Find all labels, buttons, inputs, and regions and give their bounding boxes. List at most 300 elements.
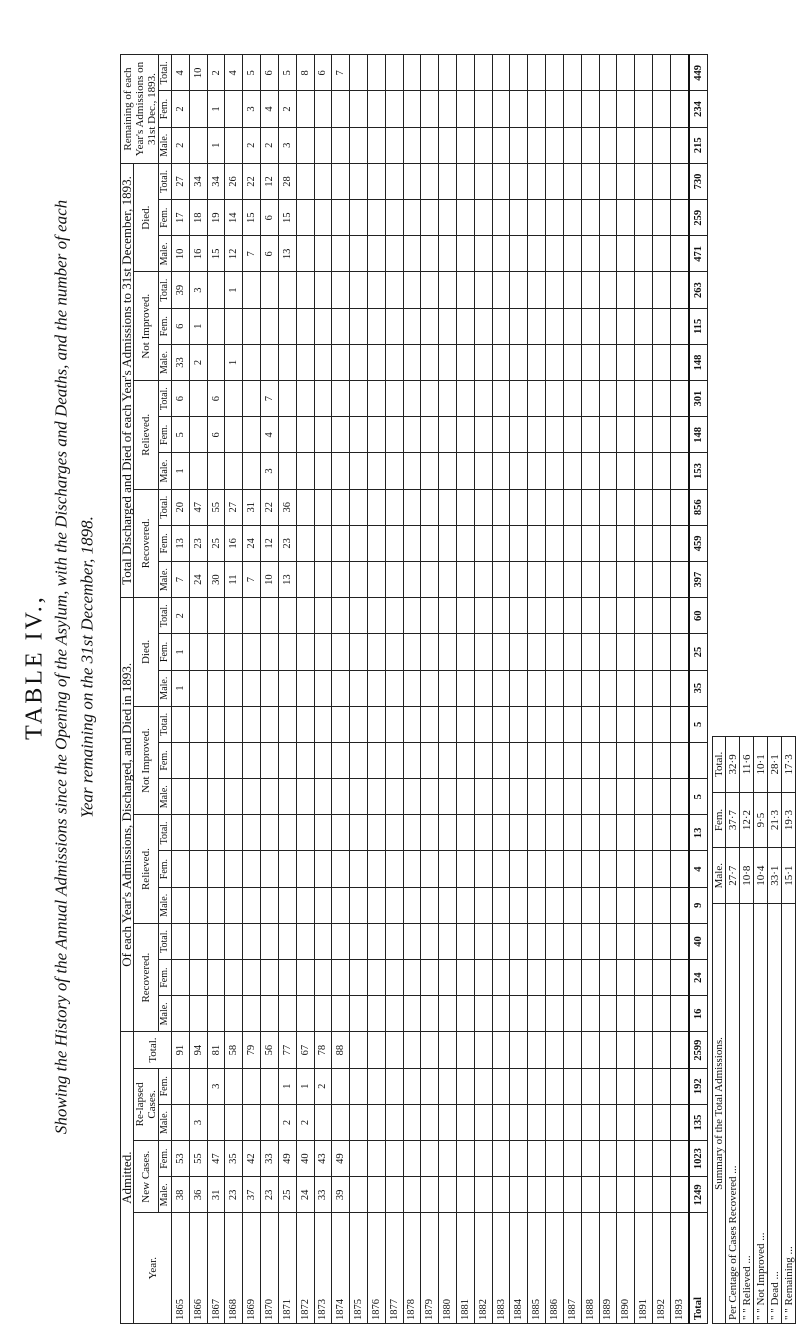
total-cell: 9 (689, 887, 708, 923)
sub-male-header: Male. (159, 670, 172, 706)
data-cell (563, 344, 581, 380)
data-cell: 67 (296, 1032, 314, 1068)
data-cell (350, 344, 368, 380)
total-cell: 856 (689, 489, 708, 525)
data-cell (439, 996, 457, 1032)
data-cell (599, 561, 617, 597)
data-cell (510, 163, 528, 199)
b-not-improved-header: Not Improved. (134, 272, 159, 381)
data-cell (670, 742, 688, 778)
data-cell (457, 453, 475, 489)
data-cell (350, 308, 368, 344)
data-cell (261, 960, 279, 996)
data-cell (367, 634, 385, 670)
data-cell (296, 634, 314, 670)
data-cell (243, 670, 261, 706)
data-cell (457, 1032, 475, 1068)
year-cell: 1881 (457, 1213, 475, 1324)
data-cell (385, 1068, 403, 1104)
data-cell: 10 (172, 236, 190, 272)
data-cell (367, 1068, 385, 1104)
data-cell (670, 960, 688, 996)
data-cell (243, 851, 261, 887)
data-cell (581, 706, 599, 742)
data-cell: 4 (261, 417, 279, 453)
data-cell (314, 525, 332, 561)
data-cell (207, 923, 225, 959)
total-label: Total (689, 1213, 708, 1324)
data-cell (652, 1032, 670, 1068)
data-cell (528, 1032, 546, 1068)
data-cell (421, 779, 439, 815)
data-cell: 1 (278, 1068, 296, 1104)
data-cell: 94 (189, 1032, 207, 1068)
data-cell: 5 (278, 55, 296, 91)
data-cell (670, 417, 688, 453)
data-cell (599, 670, 617, 706)
data-cell (189, 381, 207, 417)
year-cell: 1885 (528, 1213, 546, 1324)
data-cell: 24 (296, 1177, 314, 1213)
data-cell: 58 (225, 1032, 243, 1068)
data-cell (510, 1104, 528, 1140)
data-cell (189, 417, 207, 453)
data-cell (581, 1104, 599, 1140)
total-cell (689, 742, 708, 778)
data-cell (599, 453, 617, 489)
data-cell: 2 (261, 127, 279, 163)
data-cell (563, 453, 581, 489)
data-cell (652, 706, 670, 742)
data-cell (367, 127, 385, 163)
data-cell (670, 1104, 688, 1140)
data-cell (670, 1141, 688, 1177)
data-cell (617, 272, 635, 308)
data-cell (403, 996, 421, 1032)
sub-fem-header: Fem. (159, 308, 172, 344)
table-row (314, 19, 332, 1324)
data-cell (207, 1104, 225, 1140)
data-cell (243, 887, 261, 923)
data-cell (296, 779, 314, 815)
sub-total-header: Total. (159, 923, 172, 959)
data-cell (439, 742, 457, 778)
summary-total-header: Total. (713, 737, 726, 793)
data-cell (172, 851, 190, 887)
data-cell: 30 (207, 561, 225, 597)
data-cell: 91 (172, 1032, 190, 1068)
data-cell (207, 996, 225, 1032)
data-cell (599, 1068, 617, 1104)
main-table-frame (120, 18, 708, 1324)
data-cell (617, 163, 635, 199)
data-cell (243, 996, 261, 1032)
total-cell: 35 (689, 670, 708, 706)
data-cell (439, 381, 457, 417)
data-cell (492, 1068, 510, 1104)
data-cell (350, 815, 368, 851)
data-cell: 3 (261, 453, 279, 489)
data-cell (652, 381, 670, 417)
data-cell (599, 634, 617, 670)
data-cell (385, 996, 403, 1032)
data-cell (635, 381, 653, 417)
data-cell (635, 779, 653, 815)
data-cell (367, 742, 385, 778)
data-cell (563, 489, 581, 525)
data-cell: 7 (332, 55, 350, 91)
data-cell (457, 742, 475, 778)
data-cell (581, 742, 599, 778)
data-cell (314, 163, 332, 199)
data-cell (207, 887, 225, 923)
data-cell (563, 923, 581, 959)
data-cell (546, 1177, 564, 1213)
data-cell (243, 344, 261, 380)
data-cell: 2 (296, 1104, 314, 1140)
data-cell (367, 344, 385, 380)
data-cell (599, 1032, 617, 1068)
data-cell (225, 996, 243, 1032)
data-cell (546, 381, 564, 417)
data-cell (385, 1177, 403, 1213)
data-cell (367, 1032, 385, 1068)
data-cell (296, 236, 314, 272)
data-cell (670, 525, 688, 561)
data-cell (670, 236, 688, 272)
a-not-improved-header: Not Improved. (134, 706, 159, 815)
table-row (225, 19, 243, 1324)
data-cell (261, 634, 279, 670)
data-cell (563, 634, 581, 670)
data-cell (457, 127, 475, 163)
data-cell (546, 1141, 564, 1177)
data-cell (350, 525, 368, 561)
data-cell (367, 417, 385, 453)
table-row (385, 19, 403, 1324)
data-cell (492, 670, 510, 706)
data-cell (385, 344, 403, 380)
data-cell (492, 417, 510, 453)
total-cell: 215 (689, 127, 708, 163)
data-cell (385, 308, 403, 344)
data-cell (350, 742, 368, 778)
data-cell (670, 815, 688, 851)
remaining-total-header: Total. (159, 55, 172, 91)
data-cell (563, 272, 581, 308)
data-cell (314, 634, 332, 670)
data-cell (350, 417, 368, 453)
data-cell (635, 91, 653, 127)
data-cell (332, 779, 350, 815)
data-cell (546, 887, 564, 923)
data-cell (296, 670, 314, 706)
data-cell (652, 851, 670, 887)
data-cell: 15 (278, 200, 296, 236)
data-cell (492, 236, 510, 272)
data-cell (581, 779, 599, 815)
data-cell (581, 417, 599, 453)
data-cell (314, 236, 332, 272)
data-cell (332, 91, 350, 127)
data-cell: 31 (207, 1177, 225, 1213)
data-cell (599, 91, 617, 127)
data-cell (528, 887, 546, 923)
summary-row (782, 737, 796, 1324)
data-cell: 39 (172, 272, 190, 308)
table-row (563, 19, 581, 1324)
data-cell (385, 960, 403, 996)
data-cell (385, 1141, 403, 1177)
data-cell (172, 887, 190, 923)
data-cell (563, 525, 581, 561)
data-cell (599, 996, 617, 1032)
data-cell (635, 742, 653, 778)
year-cell: 1890 (617, 1213, 635, 1324)
data-cell (581, 55, 599, 91)
data-cell (367, 200, 385, 236)
data-cell (367, 706, 385, 742)
data-cell (367, 887, 385, 923)
sex-header-row (159, 19, 172, 1324)
year-cell: 1888 (581, 1213, 599, 1324)
title-block (2, 0, 120, 1334)
table-row (617, 19, 635, 1324)
data-cell (635, 163, 653, 199)
data-cell (225, 308, 243, 344)
data-cell (225, 91, 243, 127)
data-cell (439, 344, 457, 380)
data-cell (457, 91, 475, 127)
data-cell (367, 815, 385, 851)
data-cell (439, 670, 457, 706)
data-cell (367, 960, 385, 996)
data-cell (492, 1141, 510, 1177)
data-cell (670, 887, 688, 923)
data-cell (635, 1104, 653, 1140)
summary-male-header: Male. (713, 848, 726, 904)
data-cell (563, 742, 581, 778)
total-cell: 4 (689, 851, 708, 887)
data-cell (261, 598, 279, 634)
data-cell (296, 127, 314, 163)
data-cell: 12 (225, 236, 243, 272)
data-cell (172, 706, 190, 742)
data-cell (652, 525, 670, 561)
data-cell (350, 381, 368, 417)
data-cell (474, 417, 492, 453)
summary-row (768, 737, 782, 1324)
data-cell (474, 163, 492, 199)
data-cell (492, 344, 510, 380)
data-cell: 42 (243, 1141, 261, 1177)
data-cell (296, 417, 314, 453)
data-cell (546, 272, 564, 308)
data-cell (670, 272, 688, 308)
data-cell: 13 (278, 561, 296, 597)
new-fem-header: Fem. (159, 1141, 172, 1177)
data-cell (492, 272, 510, 308)
data-cell: 78 (314, 1032, 332, 1068)
data-cell (403, 1068, 421, 1104)
year-cell: 1893 (670, 1213, 688, 1324)
data-cell (314, 381, 332, 417)
data-cell (474, 561, 492, 597)
data-cell (546, 598, 564, 634)
data-cell (617, 1177, 635, 1213)
data-cell (546, 1068, 564, 1104)
year-cell: 1884 (510, 1213, 528, 1324)
data-cell (457, 200, 475, 236)
data-cell (546, 960, 564, 996)
data-cell (403, 91, 421, 127)
b-relieved-header: Relieved. (134, 381, 159, 490)
total-row (689, 19, 708, 1324)
data-cell (635, 887, 653, 923)
data-cell: 16 (189, 236, 207, 272)
data-cell: 3 (243, 91, 261, 127)
data-cell (367, 561, 385, 597)
data-cell (350, 1141, 368, 1177)
data-cell (546, 706, 564, 742)
data-cell: 27 (172, 163, 190, 199)
sub-fem-header: Fem. (159, 200, 172, 236)
data-cell (278, 634, 296, 670)
data-cell (510, 996, 528, 1032)
sub-total-header: Total. (159, 272, 172, 308)
data-cell (474, 996, 492, 1032)
data-cell (367, 489, 385, 525)
sub-fem-header: Fem. (159, 742, 172, 778)
data-cell (457, 996, 475, 1032)
data-cell (385, 1104, 403, 1140)
year-cell: 1865 (172, 1213, 190, 1324)
data-cell (261, 308, 279, 344)
data-cell (528, 525, 546, 561)
summary-male: 33·1 (768, 848, 782, 904)
data-cell (510, 489, 528, 525)
data-cell (635, 308, 653, 344)
data-cell: 16 (225, 525, 243, 561)
data-cell (439, 634, 457, 670)
data-cell (635, 55, 653, 91)
data-cell (332, 670, 350, 706)
data-cell (581, 996, 599, 1032)
summary-frame (712, 736, 796, 1324)
data-cell (225, 779, 243, 815)
data-cell: 1 (189, 308, 207, 344)
data-cell (546, 55, 564, 91)
data-cell (457, 308, 475, 344)
data-cell (385, 561, 403, 597)
data-cell (670, 923, 688, 959)
data-cell: 18 (189, 200, 207, 236)
data-cell (243, 634, 261, 670)
data-cell (403, 1141, 421, 1177)
data-cell (332, 272, 350, 308)
data-cell: 20 (172, 489, 190, 525)
data-cell (528, 417, 546, 453)
data-cell (243, 742, 261, 778)
data-cell: 28 (278, 163, 296, 199)
data-cell (581, 1068, 599, 1104)
data-cell (261, 923, 279, 959)
data-cell (652, 55, 670, 91)
table-row (492, 19, 510, 1324)
data-cell (403, 561, 421, 597)
data-cell (563, 1032, 581, 1068)
total-cell: 397 (689, 561, 708, 597)
total-discharged-header: Total Discharged and Died of each Year's Admissions to 31st December, 1893. (121, 163, 134, 597)
data-cell (563, 91, 581, 127)
data-cell (581, 923, 599, 959)
data-cell: 4 (261, 91, 279, 127)
data-cell (457, 1068, 475, 1104)
summary-table (712, 736, 796, 1324)
year-cell: 1878 (403, 1213, 421, 1324)
data-cell (421, 598, 439, 634)
data-cell (510, 923, 528, 959)
data-cell: 13 (172, 525, 190, 561)
data-cell (207, 851, 225, 887)
data-cell (278, 670, 296, 706)
sub-fem-header: Fem. (159, 525, 172, 561)
summary-fem-header: Fem. (713, 792, 726, 848)
table-body (172, 19, 708, 1324)
data-cell (350, 670, 368, 706)
total-cell: 5 (689, 706, 708, 742)
total-cell: 2599 (689, 1032, 708, 1068)
data-cell (474, 960, 492, 996)
data-cell (367, 996, 385, 1032)
data-cell (510, 127, 528, 163)
data-cell (492, 127, 510, 163)
total-cell: 192 (689, 1068, 708, 1104)
year-cell: 1875 (350, 1213, 368, 1324)
data-cell (261, 779, 279, 815)
data-cell (243, 1104, 261, 1140)
data-cell (617, 127, 635, 163)
data-cell: 6 (172, 308, 190, 344)
data-cell (421, 887, 439, 923)
data-cell (367, 1141, 385, 1177)
data-cell (278, 742, 296, 778)
sub-total-header: Total. (159, 489, 172, 525)
data-cell (403, 815, 421, 851)
data-cell (385, 200, 403, 236)
remaining-fem-header: Fem. (159, 91, 172, 127)
remaining-male-header: Male. (159, 127, 172, 163)
data-cell (350, 887, 368, 923)
data-cell: 6 (207, 417, 225, 453)
data-cell (207, 634, 225, 670)
data-cell (367, 236, 385, 272)
data-cell (581, 453, 599, 489)
data-cell (385, 127, 403, 163)
data-cell (510, 308, 528, 344)
new-male-header: Male. (159, 1177, 172, 1213)
data-cell (474, 1068, 492, 1104)
data-cell (474, 670, 492, 706)
data-cell (421, 453, 439, 489)
data-cell (581, 1177, 599, 1213)
data-cell: 56 (261, 1032, 279, 1068)
data-cell: 31 (243, 489, 261, 525)
data-cell (350, 91, 368, 127)
data-cell (314, 308, 332, 344)
total-cell: 471 (689, 236, 708, 272)
data-cell (225, 598, 243, 634)
